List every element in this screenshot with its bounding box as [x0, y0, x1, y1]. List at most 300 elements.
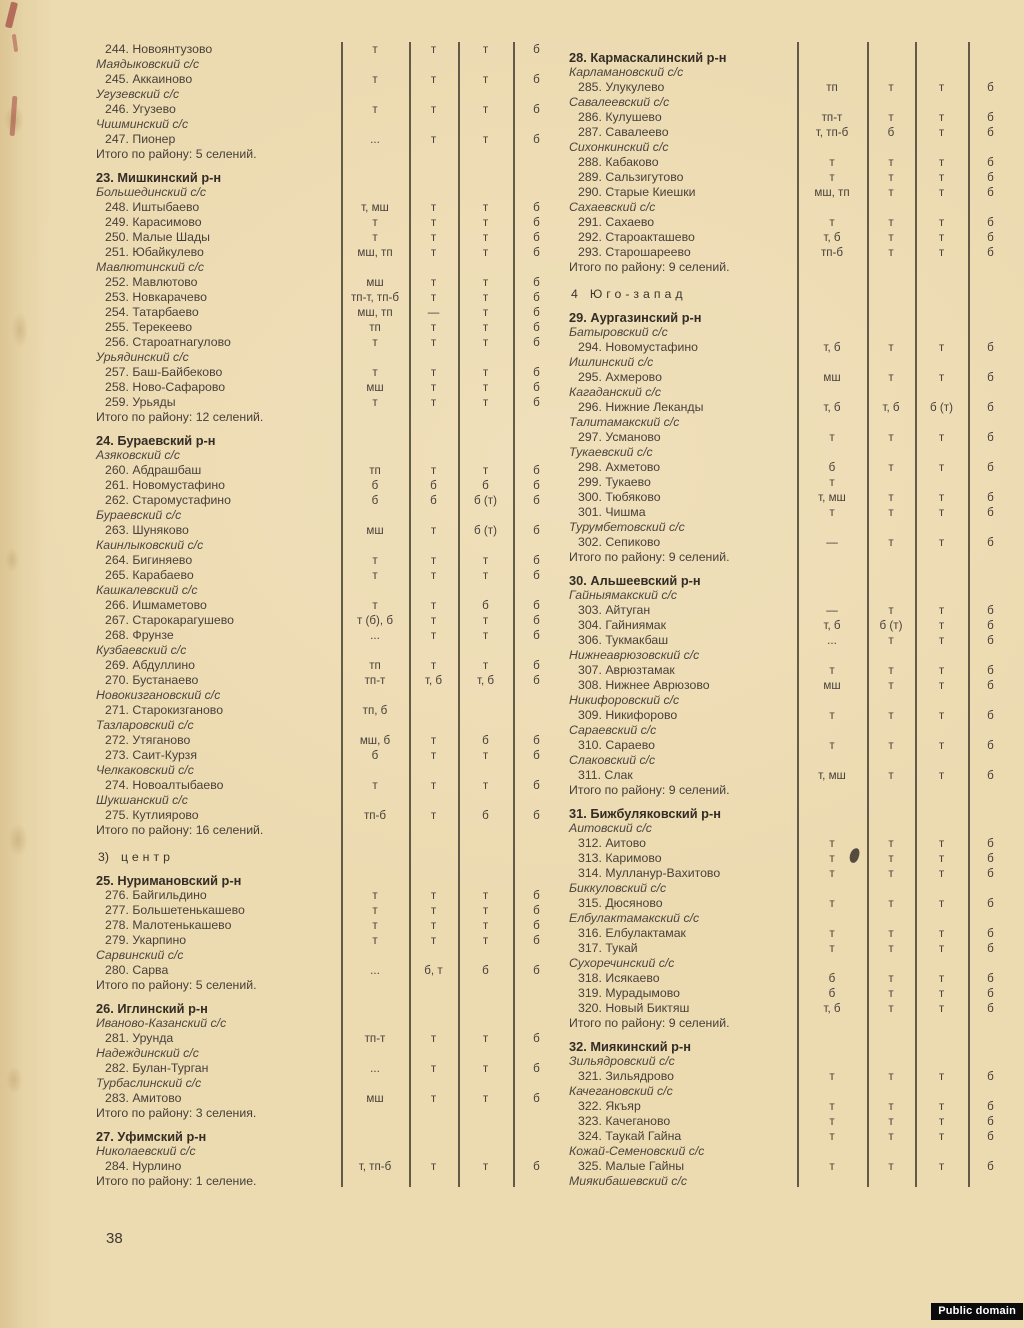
- mark-cell: б: [987, 461, 994, 474]
- settlement-row: [565, 896, 1017, 911]
- mark-cell: т: [372, 889, 378, 902]
- settlement-name: 268. Фрунзе: [105, 628, 174, 642]
- mark-cell: б: [533, 1160, 540, 1173]
- settlement-row: [565, 245, 1017, 260]
- settlement-row: [92, 335, 562, 350]
- mark-cell: б: [533, 734, 540, 747]
- subdistrict-label-text: Елбулактамакский с/с: [569, 911, 700, 925]
- settlement-row: [92, 933, 562, 948]
- mark-cell: т: [938, 506, 945, 519]
- settlement-row: [92, 703, 562, 718]
- table-right-half: [565, 42, 1017, 1189]
- mark-cell: т: [938, 709, 945, 722]
- mark-cell: т: [482, 201, 489, 214]
- subdistrict-label-text: Чишминский с/с: [96, 117, 189, 131]
- mark-cell: б: [987, 1100, 994, 1113]
- settlement-row: [92, 808, 562, 823]
- mark-cell: т: [430, 216, 437, 229]
- mark-cell: т: [888, 1070, 894, 1083]
- settlement-name: 253. Новкарачево: [105, 290, 207, 304]
- subdistrict-label: [92, 583, 562, 598]
- mark-cell: т: [888, 634, 894, 647]
- mark-cell: т: [430, 133, 437, 146]
- settlement-row: [565, 460, 1017, 475]
- mark-cell: тп: [369, 464, 381, 477]
- mark-cell: т: [938, 491, 945, 504]
- mark-cell: т: [888, 867, 894, 880]
- subdistrict-label-text: Николаевский с/с: [96, 1144, 196, 1158]
- subdistrict-label-text: Качегановский с/с: [569, 1084, 673, 1098]
- settlement-name: 293. Старошареево: [578, 245, 691, 259]
- mark-cell: т: [482, 1032, 489, 1045]
- mark-cell: б: [533, 749, 540, 762]
- settlement-row: [565, 80, 1017, 95]
- subdistrict-label-text: Мавлютинский с/с: [96, 260, 205, 274]
- mark-cell: т: [372, 216, 378, 229]
- mark-cell: тп-т, тп-б: [350, 291, 399, 304]
- mark-cell: мш: [366, 1092, 384, 1105]
- mark-cell: т: [938, 156, 945, 169]
- subdistrict-label: [92, 538, 562, 553]
- mark-cell: б: [533, 479, 540, 492]
- mark-cell: ...: [370, 629, 380, 642]
- subdistrict-label: [565, 385, 1017, 400]
- mark-cell: б: [371, 494, 379, 507]
- subdistrict-label: [92, 57, 562, 72]
- mark-cell: тп: [369, 659, 381, 672]
- mark-cell: т: [430, 614, 437, 627]
- mark-cell: т: [372, 336, 378, 349]
- mark-cell: б: [987, 987, 994, 1000]
- mark-cell: т: [938, 111, 945, 124]
- district-total: [565, 783, 1017, 798]
- district-total: [565, 550, 1017, 565]
- mark-cell: т: [430, 1032, 437, 1045]
- district-header: [565, 50, 1017, 65]
- mark-cell: т: [938, 126, 945, 139]
- mark-cell: т: [482, 231, 489, 244]
- mark-cell: т: [430, 934, 437, 947]
- subdistrict-label: [565, 1054, 1017, 1069]
- mark-cell: т: [430, 659, 437, 672]
- settlement-row: [565, 230, 1017, 245]
- settlement-row: [565, 926, 1017, 941]
- mark-cell: б: [987, 1130, 994, 1143]
- mark-cell: т: [888, 769, 894, 782]
- mark-cell: б: [987, 739, 994, 752]
- mark-cell: т, мш: [361, 201, 389, 214]
- mark-cell: т: [938, 186, 945, 199]
- mark-cell: мш: [823, 679, 841, 692]
- mark-cell: т: [888, 156, 894, 169]
- mark-cell: т: [938, 852, 945, 865]
- mark-cell: б: [533, 809, 540, 822]
- settlement-row: [565, 430, 1017, 445]
- mark-cell: б: [533, 133, 540, 146]
- mark-cell: т: [888, 506, 894, 519]
- district-header: [92, 170, 562, 185]
- settlement-row: [565, 505, 1017, 520]
- mark-cell: т: [888, 739, 894, 752]
- mark-cell: т: [938, 679, 945, 692]
- mark-cell: т: [482, 133, 489, 146]
- settlement-row: [92, 778, 562, 793]
- mark-cell: т: [482, 103, 489, 116]
- subdistrict-label-text: Кашкалевский с/с: [96, 583, 198, 597]
- settlement-row: [92, 478, 562, 493]
- settlement-row: [565, 125, 1017, 140]
- subdistrict-label: [565, 881, 1017, 896]
- mark-cell: т: [430, 291, 437, 304]
- settlement-name: 270. Бустанаево: [105, 673, 199, 687]
- settlement-row: [565, 971, 1017, 986]
- settlement-name: 292. Староакташево: [578, 230, 695, 244]
- mark-cell: б: [533, 231, 540, 244]
- settlement-name: 313. Каримово: [578, 851, 662, 865]
- district-header: [565, 310, 1017, 325]
- mark-cell: т: [888, 1100, 894, 1113]
- mark-cell: т: [938, 171, 945, 184]
- mark-cell: б: [987, 867, 994, 880]
- mark-cell: т: [430, 904, 437, 917]
- mark-cell: б: [533, 779, 540, 792]
- settlement-row: [92, 673, 562, 688]
- subdistrict-label: [92, 117, 562, 132]
- settlement-row: [92, 598, 562, 613]
- settlement-row: [565, 110, 1017, 125]
- mark-cell: т: [430, 629, 437, 642]
- settlement-row: [92, 918, 562, 933]
- subdistrict-label: [565, 753, 1017, 768]
- settlement-row: [565, 215, 1017, 230]
- mark-cell: ...: [827, 634, 837, 647]
- mark-cell: т: [888, 837, 894, 850]
- mark-cell: т: [430, 336, 437, 349]
- mark-cell: т: [430, 321, 437, 334]
- mark-cell: т: [829, 1160, 835, 1173]
- district-total-text: Итого по району: 1 селение.: [96, 1174, 257, 1188]
- subdistrict-label: [565, 445, 1017, 460]
- settlement-name: 298. Ахметово: [578, 460, 661, 474]
- mark-cell: б: [987, 1002, 994, 1015]
- mark-cell: б: [987, 536, 994, 549]
- mark-cell: б: [987, 942, 994, 955]
- subdistrict-label: [92, 1144, 562, 1159]
- district-header-text: 32. Миякинский р-н: [569, 1039, 691, 1054]
- settlement-name: 311. Слак: [578, 768, 633, 782]
- mark-cell: б: [828, 987, 836, 1000]
- mark-cell: т: [430, 889, 437, 902]
- settlement-name: 246. Угузево: [105, 102, 176, 116]
- mark-cell: т: [829, 897, 835, 910]
- settlement-row: [92, 320, 562, 335]
- mark-cell: т: [482, 321, 489, 334]
- mark-cell: б: [987, 679, 994, 692]
- subdistrict-label: [565, 1174, 1017, 1189]
- settlement-name: 286. Кулушево: [578, 110, 662, 124]
- mark-cell: т: [829, 927, 835, 940]
- mark-cell: б: [987, 491, 994, 504]
- mark-cell: т: [938, 536, 945, 549]
- section-heading: [92, 850, 562, 865]
- subdistrict-label-text: Савалеевский с/с: [569, 95, 670, 109]
- mark-cell: б: [533, 336, 540, 349]
- mark-cell: б (т): [474, 524, 497, 537]
- settlement-name: 256. Староатнагулово: [105, 335, 231, 349]
- settlement-name: 254. Татарбаево: [105, 305, 199, 319]
- subdistrict-label-text: Угузевский с/с: [96, 87, 180, 101]
- mark-cell: т: [829, 171, 835, 184]
- table-left-half: [92, 42, 562, 1189]
- mark-cell: т: [482, 396, 489, 409]
- mark-cell: б: [533, 889, 540, 902]
- mark-cell: б: [533, 934, 540, 947]
- settlement-name: 276. Байгильдино: [105, 888, 207, 902]
- subdistrict-label-text: Сухоречинский с/с: [569, 956, 675, 970]
- settlement-row: [92, 493, 562, 508]
- mark-cell: б: [828, 461, 836, 474]
- mark-cell: т: [430, 103, 437, 116]
- mark-cell: т: [938, 246, 945, 259]
- mark-cell: т: [372, 554, 378, 567]
- subdistrict-label-text: Турбаслинский с/с: [96, 1076, 202, 1090]
- mark-cell: т: [829, 1115, 835, 1128]
- subdistrict-label: [565, 723, 1017, 738]
- mark-cell: т: [829, 709, 835, 722]
- mark-cell: т: [938, 604, 945, 617]
- section-number: 4: [571, 287, 578, 301]
- settlement-name: 309. Никифорово: [578, 708, 678, 722]
- mark-cell: т: [430, 749, 437, 762]
- mark-cell: т: [430, 919, 437, 932]
- settlement-name: 296. Нижние Леканды: [578, 400, 704, 414]
- mark-cell: т: [372, 934, 378, 947]
- settlement-name: 297. Усманово: [578, 430, 661, 444]
- mark-cell: т: [938, 634, 945, 647]
- subdistrict-label-text: Батыровский с/с: [569, 325, 668, 339]
- settlement-name: 314. Мулланур-Вахитово: [578, 866, 721, 880]
- district-header-text: 26. Иглинский р-н: [96, 1001, 208, 1016]
- mark-cell: б, т: [424, 964, 443, 977]
- settlement-row: [92, 365, 562, 380]
- section-title: Юго-запад: [589, 287, 687, 301]
- subdistrict-label: [565, 588, 1017, 603]
- mark-cell: т: [938, 1002, 945, 1015]
- settlement-name: 272. Утяганово: [105, 733, 191, 747]
- settlement-row: [92, 230, 562, 245]
- subdistrict-label-text: Ишлинский с/с: [569, 355, 654, 369]
- mark-cell: б: [987, 837, 994, 850]
- mark-cell: т: [888, 461, 894, 474]
- settlement-name: 274. Новоалтыбаево: [105, 778, 224, 792]
- settlement-row: [565, 768, 1017, 783]
- mark-cell: т: [372, 779, 378, 792]
- settlement-row: [92, 395, 562, 410]
- mark-cell: б: [482, 809, 489, 822]
- mark-cell: т: [372, 103, 378, 116]
- settlement-row: [565, 836, 1017, 851]
- settlement-row: [92, 463, 562, 478]
- settlement-name: 307. Аврюзтамак: [578, 663, 675, 677]
- mark-cell: —: [826, 536, 838, 549]
- mark-cell: б: [533, 674, 540, 687]
- settlement-name: 247. Пионер: [105, 132, 176, 146]
- settlement-name: 284. Нурлино: [105, 1159, 182, 1173]
- subdistrict-label-text: Нижнеаврюзовский с/с: [569, 648, 700, 662]
- mark-cell: т: [888, 186, 894, 199]
- settlement-name: 280. Сарва: [105, 963, 169, 977]
- mark-cell: б: [987, 972, 994, 985]
- subdistrict-label-text: Большединский с/с: [96, 185, 207, 199]
- mark-cell: б: [533, 659, 540, 672]
- mark-cell: т: [482, 749, 489, 762]
- settlement-name: 265. Карабаево: [105, 568, 194, 582]
- section-number: 3): [98, 850, 109, 864]
- mark-cell: т: [888, 1002, 894, 1015]
- mark-cell: б: [987, 216, 994, 229]
- settlement-name: 304. Гайниямак: [578, 618, 667, 632]
- subdistrict-label: [565, 415, 1017, 430]
- district-total-text: Итого по району: 16 селений.: [96, 823, 264, 837]
- settlement-row: [92, 215, 562, 230]
- mark-cell: т: [888, 231, 894, 244]
- mark-cell: б: [887, 126, 895, 139]
- settlement-name: 315. Дюсяново: [578, 896, 663, 910]
- mark-cell: б: [533, 1032, 540, 1045]
- settlement-row: [565, 340, 1017, 355]
- mark-cell: т: [430, 1160, 437, 1173]
- mark-cell: т: [829, 852, 835, 865]
- mark-cell: т: [482, 366, 489, 379]
- subdistrict-label: [92, 350, 562, 365]
- mark-cell: т: [888, 431, 894, 444]
- district-header: [565, 806, 1017, 821]
- settlement-name: 285. Улукулево: [578, 80, 665, 94]
- mark-cell: тп, б: [362, 704, 388, 717]
- settlement-name: 319. Мурадымово: [578, 986, 680, 1000]
- mark-cell: т: [888, 604, 894, 617]
- subdistrict-label: [565, 325, 1017, 340]
- mark-cell: б: [987, 927, 994, 940]
- mark-cell: т: [888, 1160, 894, 1173]
- mark-cell: т: [938, 897, 945, 910]
- mark-cell: б: [987, 769, 994, 782]
- mark-cell: т: [938, 664, 945, 677]
- settlement-row: [92, 733, 562, 748]
- settlement-row: [92, 903, 562, 918]
- mark-cell: т, б: [823, 231, 841, 244]
- mark-cell: т: [430, 734, 437, 747]
- mark-cell: т: [938, 739, 945, 752]
- section-heading: [565, 287, 1017, 302]
- district-header-text: 23. Мишкинский р-н: [96, 170, 222, 185]
- mark-cell: т: [829, 216, 835, 229]
- mark-cell: б: [533, 396, 540, 409]
- district-header-text: 25. Нуримановский р-н: [96, 873, 242, 888]
- mark-cell: т: [430, 231, 437, 244]
- settlement-row: [92, 523, 562, 538]
- mark-cell: б: [533, 904, 540, 917]
- settlement-row: [565, 618, 1017, 633]
- mark-cell: т: [888, 942, 894, 955]
- mark-cell: т: [829, 942, 835, 955]
- subdistrict-label-text: Надеждинский с/с: [96, 1046, 199, 1060]
- mark-cell: мш, тп: [357, 306, 393, 319]
- settlement-row: [565, 633, 1017, 648]
- settlement-name: 275. Кутлиярово: [105, 808, 199, 822]
- district-total: [92, 978, 562, 993]
- mark-cell: тп-т: [364, 1032, 386, 1045]
- subdistrict-label: [92, 718, 562, 733]
- mark-cell: б: [987, 401, 994, 414]
- mark-cell: т: [482, 889, 489, 902]
- settlement-row: [565, 708, 1017, 723]
- mark-cell: т: [829, 431, 835, 444]
- mark-cell: т: [829, 156, 835, 169]
- mark-cell: т: [888, 111, 894, 124]
- settlement-name: 310. Сараево: [578, 738, 655, 752]
- mark-cell: —: [427, 306, 440, 319]
- district-total: [92, 823, 562, 838]
- mark-cell: б: [987, 186, 994, 199]
- settlement-name: 264. Бигиняево: [105, 553, 193, 567]
- district-header: [565, 573, 1017, 588]
- mark-cell: т: [482, 216, 489, 229]
- settlement-name: 302. Сепиково: [578, 535, 661, 549]
- settlement-name: 289. Сальзигутово: [578, 170, 684, 184]
- mark-cell: т: [888, 371, 894, 384]
- mark-cell: б: [828, 972, 836, 985]
- mark-cell: ...: [370, 133, 380, 146]
- mark-cell: т, б: [476, 674, 495, 687]
- settlement-name: 266. Ишмаметово: [105, 598, 207, 612]
- district-header-text: 31. Бижбуляковский р-н: [569, 806, 721, 821]
- table-vertical-rule: [341, 42, 343, 1187]
- mark-cell: тп: [826, 81, 838, 94]
- mark-cell: т: [938, 837, 945, 850]
- settlement-name: 271. Старокизганово: [105, 703, 224, 717]
- settlement-row: [565, 490, 1017, 505]
- mark-cell: т: [938, 972, 945, 985]
- mark-cell: т: [372, 396, 378, 409]
- mark-cell: б: [533, 919, 540, 932]
- mark-cell: т: [482, 934, 489, 947]
- mark-cell: т: [829, 1100, 835, 1113]
- subdistrict-label-text: Тазларовский с/с: [96, 718, 194, 732]
- settlement-row: [565, 400, 1017, 415]
- mark-cell: б: [533, 43, 540, 56]
- mark-cell: т: [482, 629, 489, 642]
- subdistrict-label-text: Каинлыковский с/с: [96, 538, 204, 552]
- subdistrict-label-text: Карламановский с/с: [569, 65, 684, 79]
- mark-cell: тп-т: [821, 111, 843, 124]
- district-total-text: Итого по району: 9 селений.: [569, 550, 730, 564]
- mark-cell: т: [888, 341, 894, 354]
- mark-cell: т: [482, 336, 489, 349]
- subdistrict-label-text: Никифоровский с/с: [569, 693, 680, 707]
- settlement-row: [92, 1061, 562, 1076]
- settlement-name: 258. Ново-Сафарово: [105, 380, 226, 394]
- settlement-name: 278. Малотенькашево: [105, 918, 232, 932]
- mark-cell: т: [372, 919, 378, 932]
- subdistrict-label: [565, 520, 1017, 535]
- settlement-name: 322. Якъяр: [578, 1099, 641, 1113]
- mark-cell: т: [829, 476, 835, 489]
- mark-cell: б: [371, 479, 379, 492]
- mark-cell: т: [938, 81, 945, 94]
- mark-cell: т: [430, 779, 437, 792]
- subdistrict-label: [565, 648, 1017, 663]
